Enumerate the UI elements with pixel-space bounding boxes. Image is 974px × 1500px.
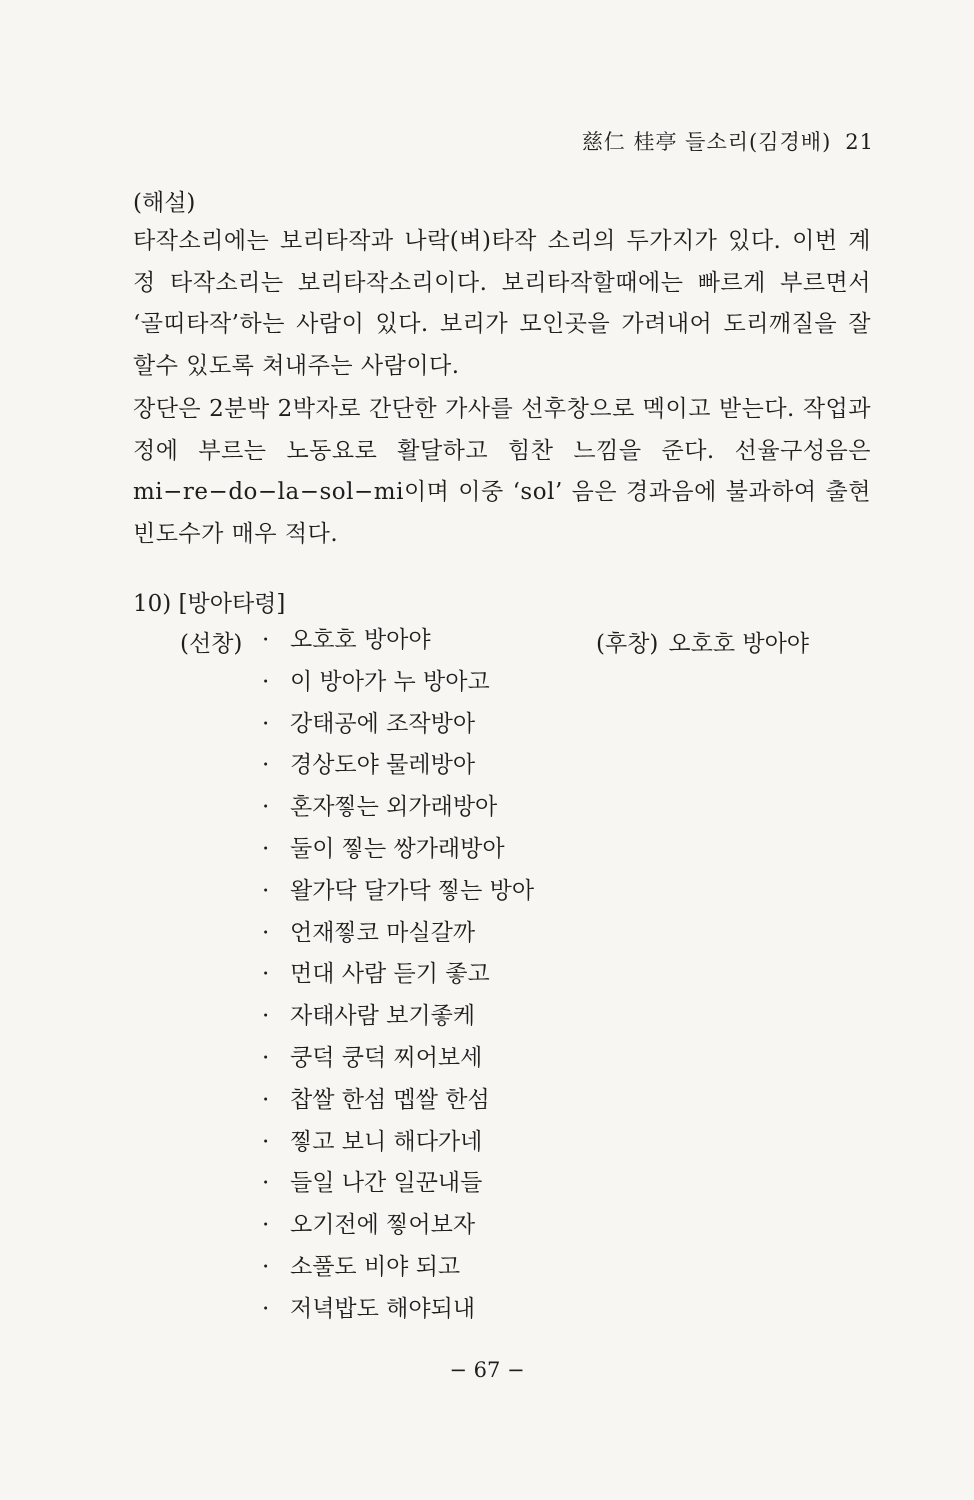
lyric-text: 언재찧코 마실갈까 <box>290 919 476 946</box>
bullet-dot: · <box>262 1253 270 1280</box>
header-title: 慈仁 桂亭 들소리(김경배) <box>581 130 832 154</box>
bullet-dot: · <box>262 1128 270 1155</box>
lyric-line <box>262 625 534 667</box>
bullet-dot: · <box>262 877 270 904</box>
lyric-line <box>262 792 534 834</box>
lead-singer-label: (선창) <box>180 631 243 657</box>
lyric-line <box>262 1252 534 1294</box>
lyric-line <box>262 1043 534 1085</box>
lyric-line <box>262 1085 534 1127</box>
bullet-dot: · <box>262 1295 270 1322</box>
commentary-paragraph-2: 장단은 2분박 2박자로 간단한 가사를 선후창으로 멕이고 받는다. 작업과정에 부르는 노동요로 활달하고 힘찬 느낌을 준다. 선율구성음은 mi−re−do−la−sol−mi이며 이중 ‘sol’ 음은 경과음에 불과하여 출현 빈도수가 매우 적다. <box>133 396 871 547</box>
running-header <box>582 126 874 156</box>
bullet-dot: · <box>262 1003 270 1030</box>
lyric-line <box>262 918 534 960</box>
lyric-text: 들일 나간 일꾼내들 <box>290 1170 483 1197</box>
bullet-dot: · <box>262 1170 270 1197</box>
lyric-text: 오기전에 찧어보자 <box>290 1212 476 1239</box>
commentary-paragraph-1: 타작소리에는 보리타작과 나락(벼)타작 소리의 두가지가 있다. 이번 계정 타작소리는 보리타작소리이다. 보리타작할때에는 빠르게 부르면서 ‘골띠타작’하는 사람이 있다. 보리가 모인곳을 가려내어 도리깨질을 잘 할수 있도록 쳐내주는 사람이다. <box>133 228 871 379</box>
response-text: 오호호 방아야 <box>668 631 810 657</box>
lyric-text: 찹쌀 한섬 멥쌀 한섬 <box>290 1086 490 1113</box>
lyric-text: 혼자찧는 외가래방아 <box>290 794 498 821</box>
lyric-text: 강태공에 조작방아 <box>290 710 476 737</box>
commentary-heading: (해설) <box>133 190 196 216</box>
bullet-dot: · <box>262 794 270 821</box>
bullet-dot: · <box>262 710 270 737</box>
lyric-text: 쿵덕 쿵덕 찌어보세 <box>290 1044 483 1071</box>
lyric-text: 자태사람 보기좋케 <box>290 1003 476 1030</box>
song-title: 10) [방아타령] <box>133 591 286 617</box>
lyric-text: 먼대 사람 듣기 좋고 <box>290 961 490 988</box>
header-page-ref: 21 <box>845 130 874 154</box>
lyric-line <box>262 876 534 918</box>
lyric-line <box>262 834 534 876</box>
lyric-text: 둘이 찧는 쌍가래방아 <box>290 835 505 862</box>
bullet-dot: · <box>262 1212 270 1239</box>
bullet-dot: · <box>262 835 270 862</box>
lyric-line <box>262 667 534 709</box>
lyric-line <box>262 1294 534 1336</box>
page-number: − 67 − <box>449 1358 525 1382</box>
lyric-text: 오호호 방아야 <box>290 627 431 653</box>
lyric-line <box>262 1168 534 1210</box>
bullet-dot: · <box>262 1044 270 1071</box>
response-line <box>596 625 809 658</box>
lyric-text: 이 방아가 누 방아고 <box>290 668 490 695</box>
bullet-dot: · <box>262 668 270 695</box>
lyric-text: 찧고 보니 해다가네 <box>290 1128 483 1155</box>
bullet-dot: · <box>262 752 270 779</box>
lyric-line <box>262 1127 534 1169</box>
lyric-lines <box>262 625 534 1336</box>
lyric-text: 경상도야 물레방아 <box>290 752 476 779</box>
bullet-dot: · <box>262 919 270 946</box>
lyric-line <box>262 1001 534 1043</box>
lyric-line <box>262 959 534 1001</box>
bullet-dot: · <box>262 627 270 653</box>
bullet-dot: · <box>262 961 270 988</box>
lyric-line <box>262 709 534 751</box>
lyric-text: 저녁밥도 해야되내 <box>290 1295 476 1322</box>
lyric-text: 왈가닥 달가닥 찧는 방아 <box>290 877 535 904</box>
response-label: (후창) <box>596 631 659 657</box>
lyric-line <box>262 1210 534 1252</box>
lyric-line <box>262 750 534 792</box>
lyric-text: 소풀도 비야 되고 <box>290 1253 461 1280</box>
bullet-dot: · <box>262 1086 270 1113</box>
